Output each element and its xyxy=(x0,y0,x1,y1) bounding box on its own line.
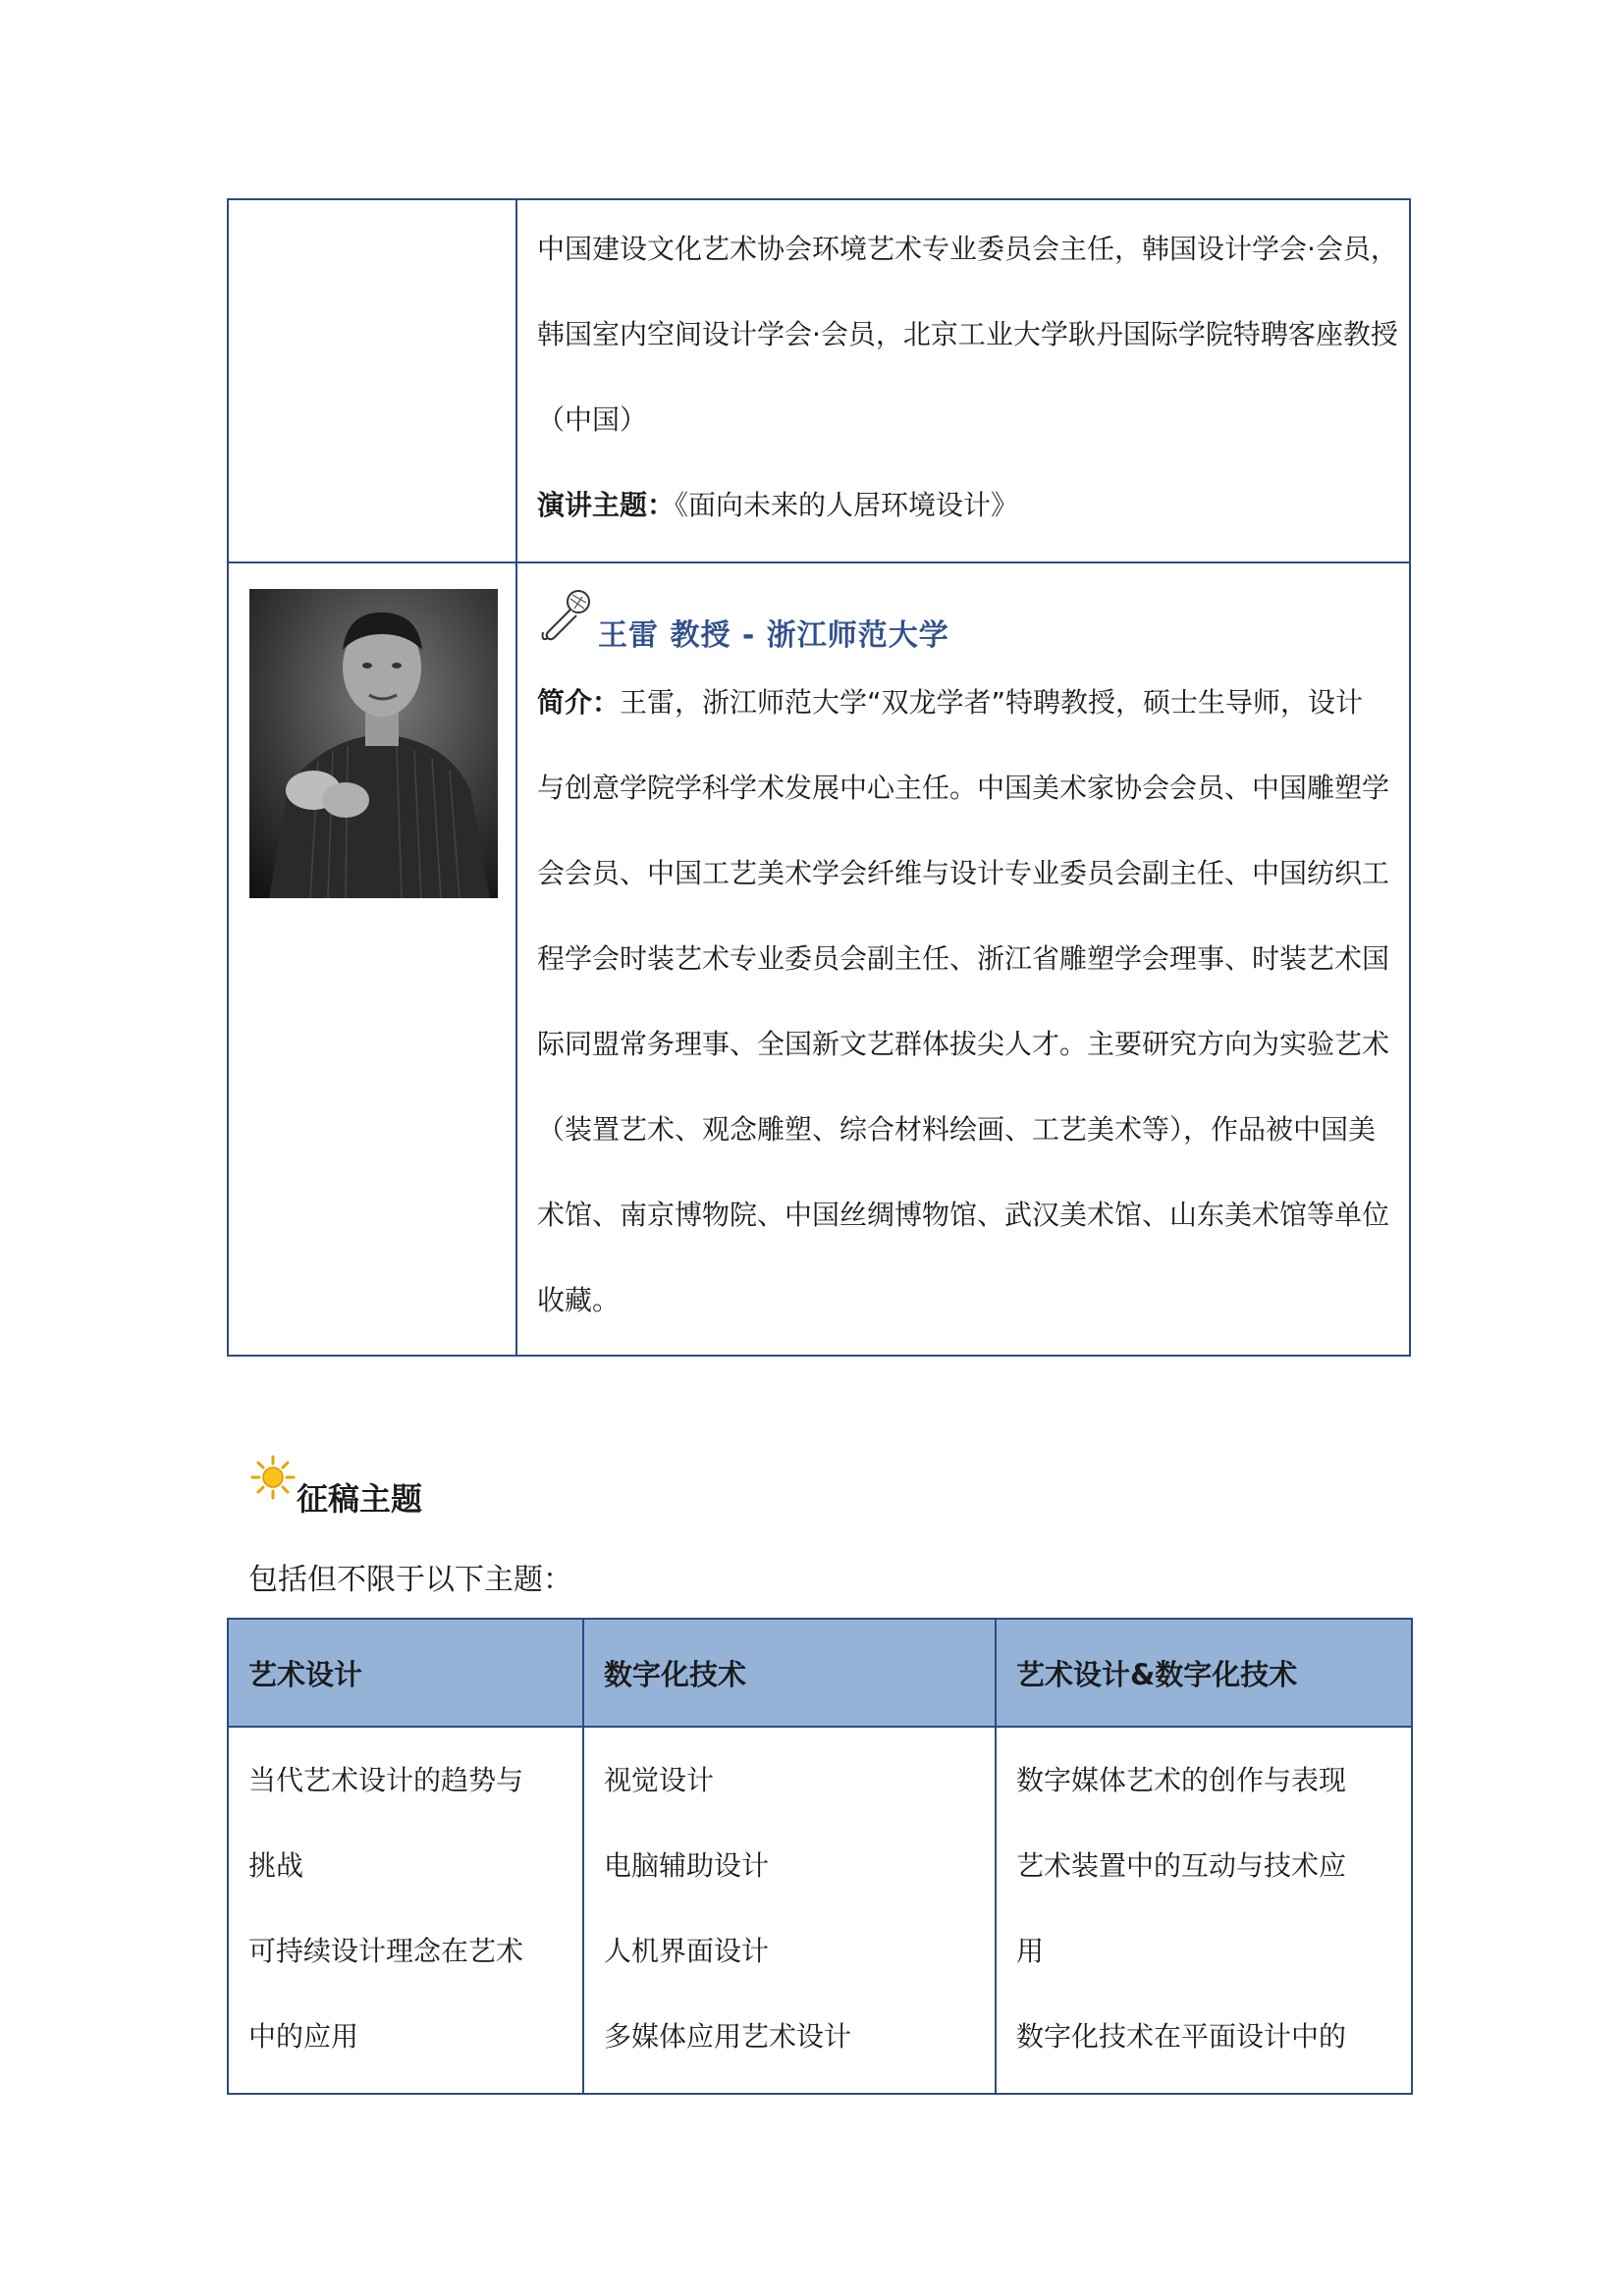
speaker2-bio-line: 与创意学院学科学术发展中心主任。中国美术家协会会员、中国雕塑学 xyxy=(537,772,1390,804)
speaker2-cell xyxy=(516,562,1410,1356)
speaker2-header xyxy=(537,569,1389,660)
photo-cell-empty xyxy=(228,199,516,562)
topic-item: 可持续设计理念在艺术 xyxy=(248,1935,524,1967)
topic-item: 人机界面设计 xyxy=(604,1935,770,1967)
topic-header: 艺术设计&数字化技术 xyxy=(996,1619,1412,1727)
topic-item: 中的应用 xyxy=(248,2020,359,2053)
speaker2-bio-text: 王雷，浙江师范大学“双龙学者”特聘教授，硕士生导师，设计 xyxy=(620,686,1364,719)
speaker-table xyxy=(227,198,1411,1357)
speaker1-bio-line: （中国） xyxy=(537,403,648,436)
topic-item: 电脑辅助设计 xyxy=(604,1849,770,1882)
topic-item: 当代艺术设计的趋势与 xyxy=(248,1764,524,1796)
topic-item: 数字化技术在平面设计中的 xyxy=(1016,2020,1347,2053)
topic-cell-art-design xyxy=(228,1727,583,2094)
intro-label: 简介： xyxy=(537,686,621,719)
topic-item: 多媒体应用艺术设计 xyxy=(604,2020,852,2053)
speaker1-bio-line: 韩国室内空间设计学会·会员，北京工业大学耿丹国际学院特聘客座教授 xyxy=(537,318,1398,350)
speaker1-talk xyxy=(537,462,1389,548)
speaker2-name: 王雷 教授 - 浙江师范大学 xyxy=(598,618,949,653)
topic-cell-art-and-digital xyxy=(996,1727,1412,2094)
speaker2-bio-line: （装置艺术、观念雕塑、综合材料绘画、工艺美术等），作品被中国美 xyxy=(537,1113,1377,1146)
section-intro: 包括但不限于以下主题： xyxy=(248,1563,572,1597)
speaker2-bio-line: 术馆、南京博物院、中国丝绸博物馆、武汉美术馆、山东美术馆等单位 xyxy=(537,1199,1390,1231)
talk-label: 演讲主题： xyxy=(537,489,676,521)
speaker1-bio-line: 中国建设文化艺术协会环境艺术专业委员会主任，韩国设计学会·会员， xyxy=(537,233,1398,265)
speaker2-bio-line: 际同盟常务理事、全国新文艺群体拔尖人才。主要研究方向为实验艺术 xyxy=(537,1028,1390,1060)
speaker2-bio-line: 程学会时装艺术专业委员会副主任、浙江省雕塑学会理事、时装艺术国 xyxy=(537,942,1390,975)
speaker2-bio-line: 收藏。 xyxy=(537,1284,621,1316)
topic-table xyxy=(227,1618,1413,2095)
topic-header: 数字化技术 xyxy=(583,1619,996,1727)
speaker2-photo-cell xyxy=(228,562,516,1356)
sun-icon xyxy=(250,1455,296,1504)
topic-item: 数字媒体艺术的创作与表现 xyxy=(1016,1764,1347,1796)
topic-header: 艺术设计 xyxy=(228,1619,583,1727)
section-title: 征稿主题 xyxy=(297,1480,423,1518)
microphone-icon xyxy=(539,587,594,648)
topic-cell-digital-tech xyxy=(583,1727,996,2094)
topic-item: 视觉设计 xyxy=(604,1764,715,1796)
speaker1-cell xyxy=(516,199,1410,562)
speaker2-bio-line: 会会员、中国工艺美术学会纤维与设计专业委员会副主任、中国纺织工 xyxy=(537,857,1390,889)
speaker2-bio-line xyxy=(537,660,1389,745)
topic-item: 艺术装置中的互动与技术应 xyxy=(1016,1849,1347,1882)
speaker-photo xyxy=(249,589,498,898)
topic-item: 挑战 xyxy=(248,1849,304,1882)
talk-title: 《面向未来的人居环境设计》 xyxy=(675,489,1019,521)
topic-item: 用 xyxy=(1016,1935,1045,1967)
